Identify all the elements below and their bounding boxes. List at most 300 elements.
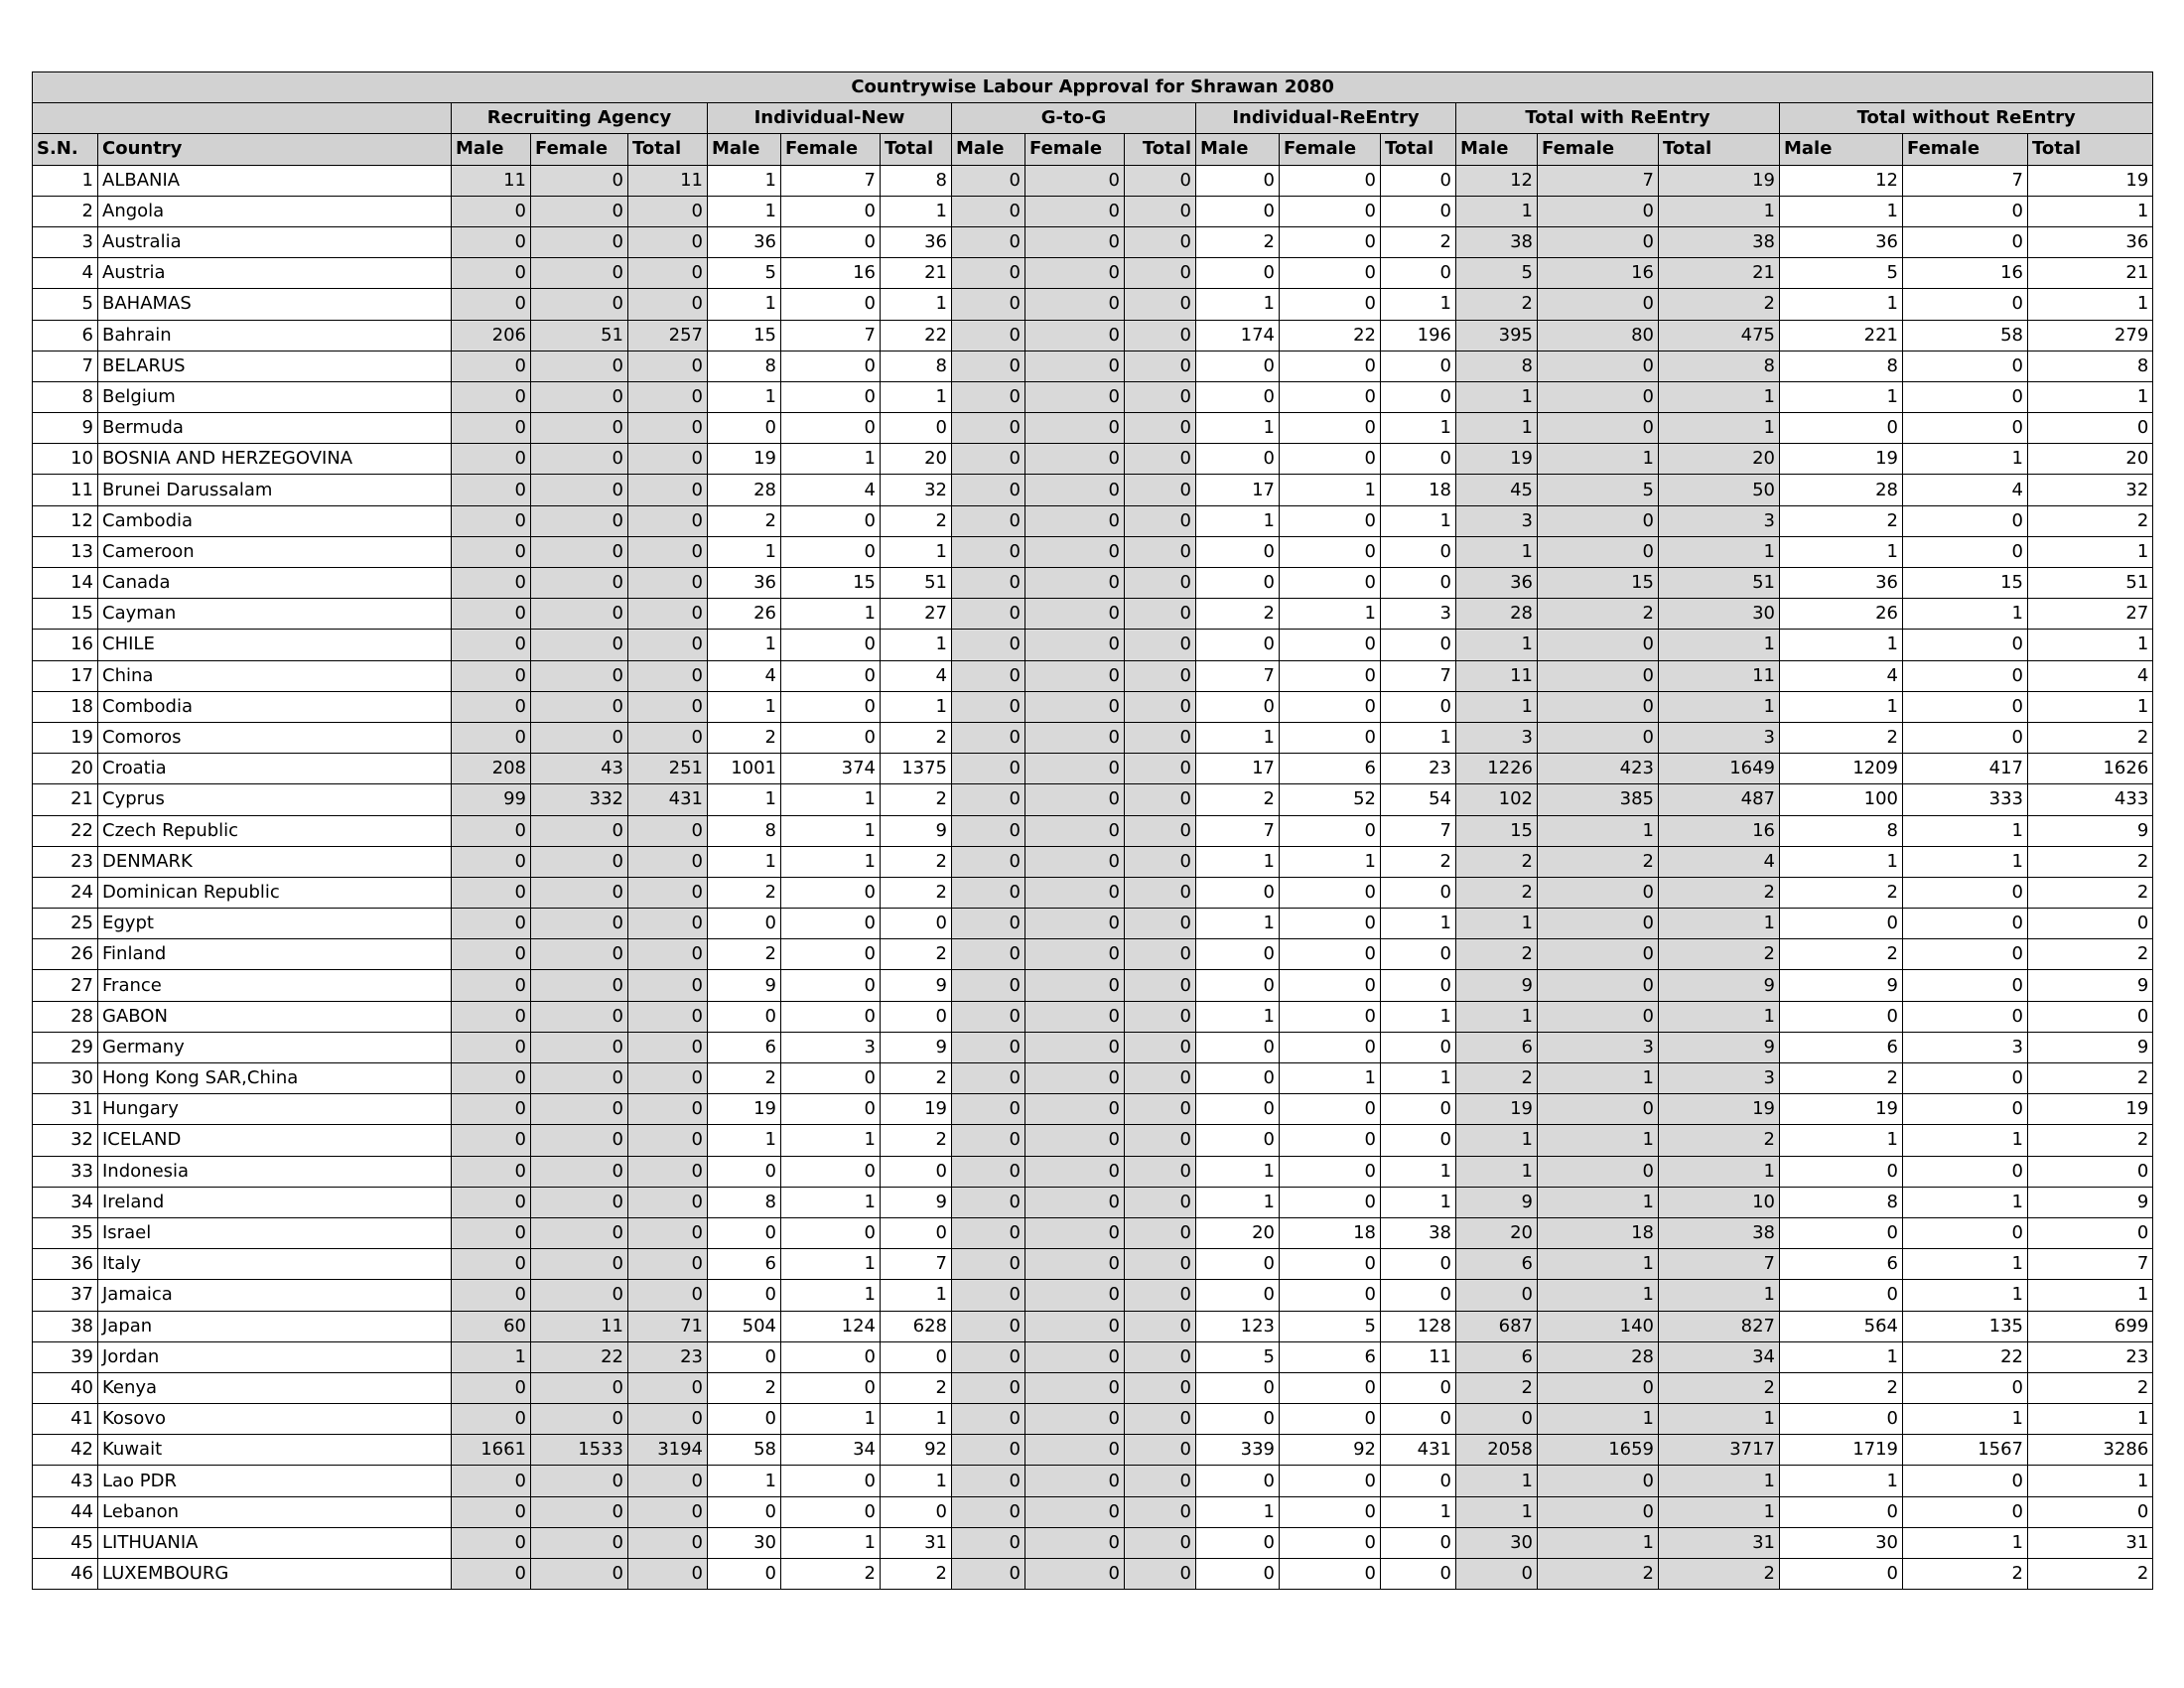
value-cell: 0 <box>952 1341 1025 1372</box>
value-cell: 0 <box>628 413 708 444</box>
value-cell: 2 <box>781 1559 881 1590</box>
value-cell: 1 <box>2028 196 2153 226</box>
value-cell: 0 <box>1903 1466 2028 1496</box>
table-row <box>33 784 2153 815</box>
value-cell: 2 <box>1780 1063 1903 1094</box>
value-cell: 0 <box>531 691 628 722</box>
value-cell: 196 <box>1381 320 1456 351</box>
value-cell: 0 <box>1125 1063 1196 1094</box>
value-cell: 102 <box>1456 784 1538 815</box>
value-cell: 0 <box>452 289 531 320</box>
value-cell: 2 <box>1659 1125 1780 1156</box>
value-cell: 0 <box>1381 1094 1456 1125</box>
value-cell: 0 <box>1280 877 1381 908</box>
value-cell: 0 <box>628 877 708 908</box>
value-cell: 0 <box>708 1217 781 1248</box>
value-cell: 0 <box>1025 1466 1125 1496</box>
value-cell: 0 <box>1903 536 2028 567</box>
sn-cell: 37 <box>33 1280 98 1311</box>
value-cell: 1626 <box>2028 754 2153 784</box>
value-cell: 16 <box>1659 815 1780 846</box>
value-cell: 1226 <box>1456 754 1538 784</box>
value-cell: 0 <box>531 289 628 320</box>
table-row <box>33 846 2153 877</box>
value-cell: 2 <box>1780 722 1903 753</box>
value-cell: 0 <box>1456 1404 1538 1435</box>
value-cell: 1 <box>1780 1466 1903 1496</box>
value-cell: 1 <box>1780 1125 1903 1156</box>
value-cell: 1 <box>781 599 881 630</box>
value-cell: 71 <box>628 1311 708 1341</box>
value-cell: 0 <box>1125 1496 1196 1527</box>
value-cell: 2 <box>2028 1063 2153 1094</box>
value-cell: 8 <box>2028 351 2153 381</box>
value-cell: 26 <box>1780 599 1903 630</box>
value-cell: 31 <box>1659 1527 1780 1558</box>
value-cell: 1 <box>452 1341 531 1372</box>
value-cell: 18 <box>1538 1217 1659 1248</box>
value-cell: 1 <box>1456 1156 1538 1187</box>
value-cell: 0 <box>1125 722 1196 753</box>
value-cell: 1 <box>1456 691 1538 722</box>
value-cell: 0 <box>952 475 1025 505</box>
value-cell: 1 <box>1780 691 1903 722</box>
value-cell: 0 <box>628 381 708 412</box>
value-cell: 0 <box>1125 1435 1196 1466</box>
value-cell: 0 <box>1903 722 2028 753</box>
value-cell: 4 <box>1780 660 1903 691</box>
value-cell: 1 <box>1196 1496 1280 1527</box>
table-row <box>33 1527 2153 1558</box>
value-cell: 1 <box>1659 196 1780 226</box>
value-cell: 1 <box>708 630 781 660</box>
value-cell: 0 <box>452 196 531 226</box>
value-cell: 7 <box>1196 660 1280 691</box>
value-cell: 0 <box>531 1280 628 1311</box>
value-cell: 58 <box>1903 320 2028 351</box>
column-header-total: Total <box>1125 134 1196 165</box>
value-cell: 0 <box>1025 722 1125 753</box>
value-cell: 3286 <box>2028 1435 2153 1466</box>
sn-cell: 23 <box>33 846 98 877</box>
value-cell: 0 <box>1025 1559 1125 1590</box>
value-cell: 0 <box>952 599 1025 630</box>
value-cell: 0 <box>881 1496 952 1527</box>
value-cell: 6 <box>1780 1249 1903 1280</box>
value-cell: 0 <box>1025 1001 1125 1032</box>
value-cell: 15 <box>708 320 781 351</box>
value-cell: 1 <box>1280 1063 1381 1094</box>
sn-cell: 36 <box>33 1249 98 1280</box>
value-cell: 0 <box>531 226 628 257</box>
value-cell: 20 <box>1196 1217 1280 1248</box>
value-cell: 1 <box>708 196 781 226</box>
value-cell: 0 <box>1125 1094 1196 1125</box>
table-row <box>33 289 2153 320</box>
value-cell: 51 <box>531 320 628 351</box>
value-cell: 0 <box>1025 1435 1125 1466</box>
value-cell: 0 <box>1903 1156 2028 1187</box>
value-cell: 0 <box>1280 196 1381 226</box>
value-cell: 0 <box>1538 351 1659 381</box>
value-cell: 1 <box>708 1466 781 1496</box>
value-cell: 0 <box>1381 939 1456 970</box>
group-g-to-g: G-to-G <box>952 103 1196 134</box>
value-cell: 0 <box>531 165 628 196</box>
value-cell: 1 <box>2028 1466 2153 1496</box>
value-cell: 50 <box>1659 475 1780 505</box>
value-cell: 17 <box>1196 754 1280 784</box>
value-cell: 8 <box>708 351 781 381</box>
value-cell: 0 <box>1025 381 1125 412</box>
value-cell: 1 <box>781 1249 881 1280</box>
value-cell: 22 <box>881 320 952 351</box>
table-row <box>33 568 2153 599</box>
value-cell: 31 <box>881 1527 952 1558</box>
value-cell: 0 <box>952 196 1025 226</box>
value-cell: 1 <box>1780 196 1903 226</box>
value-cell: 2 <box>1780 505 1903 536</box>
value-cell: 2 <box>2028 1125 2153 1156</box>
value-cell: 0 <box>952 1311 1025 1341</box>
value-cell: 1001 <box>708 754 781 784</box>
value-cell: 0 <box>1125 877 1196 908</box>
value-cell: 0 <box>781 939 881 970</box>
value-cell: 0 <box>1196 1032 1280 1062</box>
value-cell: 1 <box>1456 413 1538 444</box>
value-cell: 0 <box>881 909 952 939</box>
value-cell: 2 <box>1456 877 1538 908</box>
value-cell: 0 <box>708 1156 781 1187</box>
value-cell: 0 <box>1025 784 1125 815</box>
value-cell: 0 <box>1125 1280 1196 1311</box>
value-cell: 628 <box>881 1311 952 1341</box>
value-cell: 2 <box>2028 1559 2153 1590</box>
value-cell: 0 <box>1025 1527 1125 1558</box>
column-header-total: Total <box>881 134 952 165</box>
value-cell: 0 <box>781 1094 881 1125</box>
value-cell: 332 <box>531 784 628 815</box>
value-cell: 9 <box>881 970 952 1001</box>
value-cell: 0 <box>1381 536 1456 567</box>
value-cell: 38 <box>1381 1217 1456 1248</box>
value-cell: 1 <box>781 815 881 846</box>
sn-cell: 1 <box>33 165 98 196</box>
value-cell: 0 <box>531 660 628 691</box>
value-cell: 1 <box>1381 289 1456 320</box>
value-cell: 1 <box>1196 1156 1280 1187</box>
table-row <box>33 1125 2153 1156</box>
value-cell: 1 <box>2028 630 2153 660</box>
value-cell: 0 <box>531 568 628 599</box>
value-cell: 0 <box>1025 351 1125 381</box>
value-cell: 1 <box>1659 630 1780 660</box>
table-row <box>33 1435 2153 1466</box>
value-cell: 0 <box>531 381 628 412</box>
value-cell: 0 <box>452 939 531 970</box>
value-cell: 0 <box>1125 226 1196 257</box>
value-cell: 6 <box>708 1032 781 1062</box>
value-cell: 0 <box>1381 165 1456 196</box>
value-cell: 1 <box>708 381 781 412</box>
value-cell: 21 <box>881 258 952 289</box>
table-row <box>33 722 2153 753</box>
table-row <box>33 1001 2153 1032</box>
country-cell: Italy <box>98 1249 452 1280</box>
column-header-female: Female <box>531 134 628 165</box>
value-cell: 0 <box>1903 660 2028 691</box>
value-cell: 1 <box>1280 846 1381 877</box>
value-cell: 0 <box>1780 1404 1903 1435</box>
value-cell: 0 <box>452 877 531 908</box>
value-cell: 0 <box>1381 1404 1456 1435</box>
value-cell: 1 <box>1196 1187 1280 1217</box>
value-cell: 0 <box>1025 1187 1125 1217</box>
value-cell: 0 <box>1125 1217 1196 1248</box>
value-cell: 1 <box>781 1280 881 1311</box>
value-cell: 0 <box>1381 1559 1456 1590</box>
column-header-total: Total <box>2028 134 2153 165</box>
value-cell: 0 <box>452 1125 531 1156</box>
value-cell: 0 <box>1025 165 1125 196</box>
value-cell: 0 <box>531 1001 628 1032</box>
value-cell: 0 <box>1280 226 1381 257</box>
value-cell: 1 <box>1780 536 1903 567</box>
table-row <box>33 1249 2153 1280</box>
column-header-total: Total <box>628 134 708 165</box>
value-cell: 2 <box>1780 877 1903 908</box>
value-cell: 0 <box>1903 939 2028 970</box>
value-cell: 1 <box>1780 630 1903 660</box>
value-cell: 0 <box>452 722 531 753</box>
value-cell: 2 <box>708 877 781 908</box>
value-cell: 0 <box>1125 505 1196 536</box>
column-header-total: Total <box>1381 134 1456 165</box>
value-cell: 0 <box>628 970 708 1001</box>
value-cell: 0 <box>1125 475 1196 505</box>
value-cell: 51 <box>2028 568 2153 599</box>
value-cell: 2 <box>1456 939 1538 970</box>
value-cell: 0 <box>1196 1280 1280 1311</box>
value-cell: 4 <box>2028 660 2153 691</box>
value-cell: 0 <box>452 536 531 567</box>
value-cell: 0 <box>1381 444 1456 475</box>
value-cell: 0 <box>1196 630 1280 660</box>
value-cell: 22 <box>1280 320 1381 351</box>
value-cell: 0 <box>1280 1559 1381 1590</box>
value-cell: 0 <box>628 475 708 505</box>
value-cell: 1 <box>1381 909 1456 939</box>
value-cell: 5 <box>1456 258 1538 289</box>
value-cell: 0 <box>1025 1217 1125 1248</box>
value-cell: 1 <box>1456 536 1538 567</box>
value-cell: 9 <box>2028 1187 2153 1217</box>
value-cell: 0 <box>452 226 531 257</box>
value-cell: 0 <box>1025 536 1125 567</box>
value-cell: 1 <box>1381 1001 1456 1032</box>
value-cell: 1 <box>781 1187 881 1217</box>
table-row <box>33 351 2153 381</box>
value-cell: 0 <box>628 909 708 939</box>
value-cell: 1 <box>1538 1527 1659 1558</box>
value-cell: 1 <box>1659 381 1780 412</box>
value-cell: 0 <box>952 1094 1025 1125</box>
country-cell: Israel <box>98 1217 452 1248</box>
value-cell: 0 <box>1025 289 1125 320</box>
value-cell: 2 <box>2028 846 2153 877</box>
value-cell: 2 <box>881 1559 952 1590</box>
value-cell: 0 <box>452 970 531 1001</box>
table-row <box>33 1404 2153 1435</box>
value-cell: 0 <box>708 1496 781 1527</box>
value-cell: 1 <box>1659 1496 1780 1527</box>
value-cell: 0 <box>952 1156 1025 1187</box>
value-cell: 2 <box>708 1063 781 1094</box>
group-header-blank <box>33 103 452 134</box>
value-cell: 0 <box>452 1094 531 1125</box>
value-cell: 0 <box>952 909 1025 939</box>
value-cell: 0 <box>781 1466 881 1496</box>
value-cell: 0 <box>952 1001 1025 1032</box>
table-row <box>33 1341 2153 1372</box>
value-cell: 0 <box>952 536 1025 567</box>
value-cell: 0 <box>452 444 531 475</box>
value-cell: 0 <box>881 1217 952 1248</box>
country-cell: BOSNIA AND HERZEGOVINA <box>98 444 452 475</box>
table-row <box>33 475 2153 505</box>
value-cell: 0 <box>952 1032 1025 1062</box>
value-cell: 1 <box>1538 1125 1659 1156</box>
value-cell: 1 <box>781 1404 881 1435</box>
value-cell: 0 <box>1196 381 1280 412</box>
value-cell: 3194 <box>628 1435 708 1466</box>
value-cell: 0 <box>1280 1156 1381 1187</box>
value-cell: 2 <box>1903 1559 2028 1590</box>
value-cell: 36 <box>881 226 952 257</box>
value-cell: 16 <box>781 258 881 289</box>
value-cell: 0 <box>1196 1559 1280 1590</box>
value-cell: 0 <box>1381 196 1456 226</box>
value-cell: 0 <box>1025 475 1125 505</box>
value-cell: 1 <box>2028 1404 2153 1435</box>
value-cell: 1 <box>1903 1125 2028 1156</box>
sn-cell: 7 <box>33 351 98 381</box>
column-header-female: Female <box>781 134 881 165</box>
country-cell: DENMARK <box>98 846 452 877</box>
value-cell: 0 <box>1280 165 1381 196</box>
value-cell: 4 <box>881 660 952 691</box>
value-cell: 0 <box>1538 909 1659 939</box>
value-cell: 0 <box>1280 1280 1381 1311</box>
sn-cell: 31 <box>33 1094 98 1125</box>
value-cell: 8 <box>881 165 952 196</box>
value-cell: 2 <box>881 784 952 815</box>
value-cell: 0 <box>2028 1217 2153 1248</box>
value-cell: 17 <box>1196 475 1280 505</box>
value-cell: 0 <box>1280 722 1381 753</box>
value-cell: 1 <box>1903 1249 2028 1280</box>
value-cell: 2 <box>881 846 952 877</box>
table-row <box>33 1217 2153 1248</box>
value-cell: 0 <box>1903 630 2028 660</box>
value-cell: 124 <box>781 1311 881 1341</box>
table-row <box>33 1032 2153 1062</box>
value-cell: 0 <box>1538 660 1659 691</box>
sn-cell: 43 <box>33 1466 98 1496</box>
value-cell: 0 <box>531 909 628 939</box>
value-cell: 0 <box>2028 413 2153 444</box>
value-cell: 0 <box>1125 258 1196 289</box>
value-cell: 36 <box>1456 568 1538 599</box>
value-cell: 100 <box>1780 784 1903 815</box>
value-cell: 0 <box>881 413 952 444</box>
value-cell: 1719 <box>1780 1435 1903 1466</box>
value-cell: 1 <box>881 691 952 722</box>
value-cell: 1 <box>708 165 781 196</box>
value-cell: 0 <box>1280 1001 1381 1032</box>
sn-cell: 22 <box>33 815 98 846</box>
sn-cell: 26 <box>33 939 98 970</box>
column-header-male: Male <box>1196 134 1280 165</box>
value-cell: 15 <box>1903 568 2028 599</box>
value-cell: 1 <box>1456 196 1538 226</box>
value-cell: 0 <box>1125 1249 1196 1280</box>
value-cell: 5 <box>1780 258 1903 289</box>
value-cell: 7 <box>1381 660 1456 691</box>
value-cell: 12 <box>1780 165 1903 196</box>
value-cell: 1 <box>2028 691 2153 722</box>
table-row <box>33 381 2153 412</box>
value-cell: 1 <box>1381 413 1456 444</box>
value-cell: 0 <box>881 1341 952 1372</box>
value-cell: 0 <box>1381 1527 1456 1558</box>
value-cell: 23 <box>628 1341 708 1372</box>
value-cell: 339 <box>1196 1435 1280 1466</box>
value-cell: 0 <box>952 939 1025 970</box>
value-cell: 0 <box>952 1063 1025 1094</box>
value-cell: 0 <box>1903 1372 2028 1403</box>
country-cell: LUXEMBOURG <box>98 1559 452 1590</box>
country-cell: Kuwait <box>98 1435 452 1466</box>
value-cell: 0 <box>1280 413 1381 444</box>
value-cell: 0 <box>628 1372 708 1403</box>
value-cell: 1 <box>1659 909 1780 939</box>
value-cell: 9 <box>1456 1187 1538 1217</box>
value-cell: 9 <box>2028 815 2153 846</box>
value-cell: 0 <box>1196 1094 1280 1125</box>
value-cell: 34 <box>781 1435 881 1466</box>
value-cell: 0 <box>952 1125 1025 1156</box>
value-cell: 3 <box>1659 1063 1780 1094</box>
value-cell: 1 <box>1538 1280 1659 1311</box>
value-cell: 0 <box>1125 1156 1196 1187</box>
value-cell: 0 <box>1280 1527 1381 1558</box>
value-cell: 0 <box>1196 877 1280 908</box>
value-cell: 2 <box>1659 289 1780 320</box>
value-cell: 0 <box>952 165 1025 196</box>
value-cell: 433 <box>2028 784 2153 815</box>
value-cell: 0 <box>952 1217 1025 1248</box>
value-cell: 0 <box>1280 568 1381 599</box>
value-cell: 3 <box>1903 1032 2028 1062</box>
value-cell: 0 <box>531 536 628 567</box>
value-cell: 0 <box>1280 536 1381 567</box>
value-cell: 19 <box>1780 1094 1903 1125</box>
value-cell: 1209 <box>1780 754 1903 784</box>
value-cell: 7 <box>1538 165 1659 196</box>
value-cell: 0 <box>531 196 628 226</box>
sn-cell: 6 <box>33 320 98 351</box>
